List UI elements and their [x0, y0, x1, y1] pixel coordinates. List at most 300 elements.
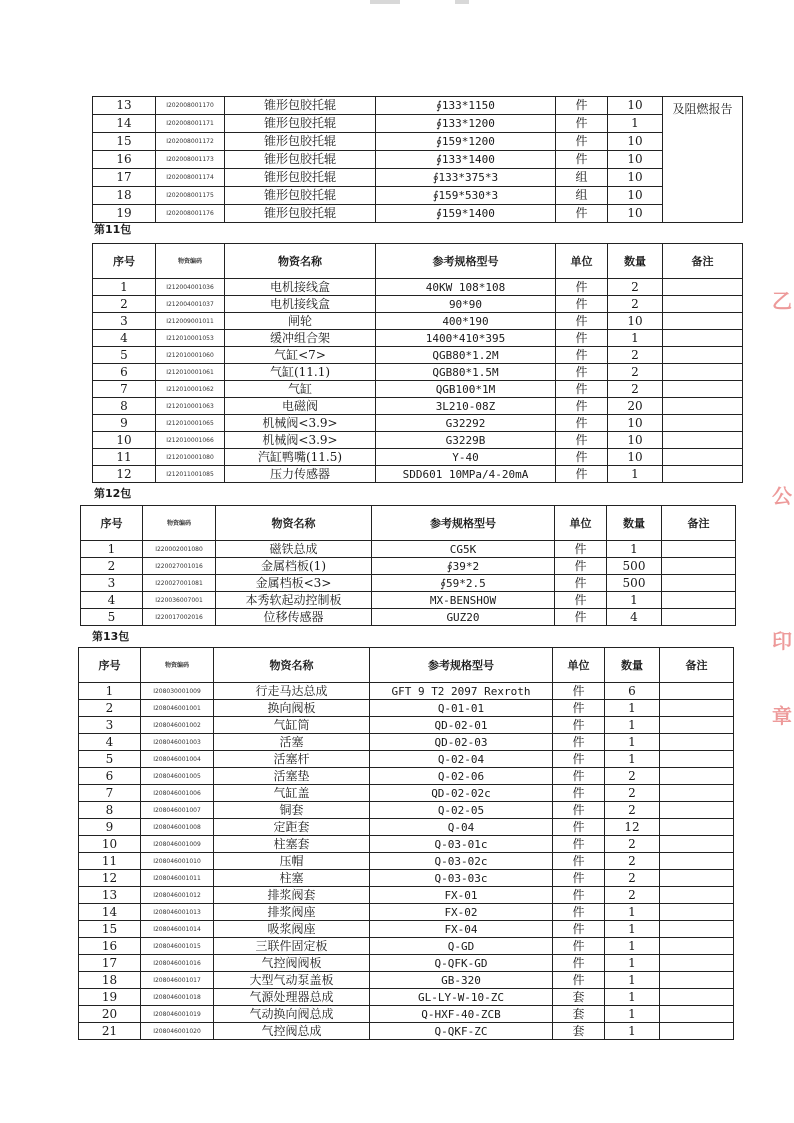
row-code: I208046001015 — [141, 938, 214, 955]
row-remark — [660, 989, 734, 1006]
row-spec: Q-01-01 — [370, 700, 553, 717]
row-unit: 件 — [556, 279, 608, 296]
row-qty: 1 — [605, 904, 660, 921]
row-name: 锥形包胶托辊 — [225, 133, 376, 151]
seal-fragment: 公 — [772, 484, 792, 508]
row-unit: 件 — [556, 432, 608, 449]
row-qty: 2 — [608, 279, 663, 296]
row-spec: ∮39*2 — [372, 558, 555, 575]
row-qty: 10 — [608, 415, 663, 432]
row-qty: 10 — [608, 169, 663, 187]
row-remark — [663, 398, 743, 415]
row-no: 5 — [93, 347, 156, 364]
row-spec: 3L210-08Z — [376, 398, 556, 415]
row-spec: ∮159*530*3 — [376, 187, 556, 205]
row-code: I208046001006 — [141, 785, 214, 802]
row-no: 10 — [93, 432, 156, 449]
row-spec: G3229B — [376, 432, 556, 449]
row-remark — [662, 609, 736, 626]
row-no: 20 — [79, 1006, 141, 1023]
row-unit: 件 — [556, 205, 608, 223]
row-code: I208046001004 — [141, 751, 214, 768]
header-unit: 单位 — [553, 648, 605, 683]
table-row — [93, 133, 743, 151]
row-no: 11 — [93, 449, 156, 466]
row-spec: ∮59*2.5 — [372, 575, 555, 592]
row-remark — [660, 887, 734, 904]
row-name: 气控阀总成 — [214, 1023, 370, 1040]
header-code: 物资编码 — [143, 506, 216, 541]
header-name: 物资名称 — [214, 648, 370, 683]
row-unit: 件 — [556, 313, 608, 330]
row-name: 压力传感器 — [225, 466, 376, 483]
row-unit: 件 — [555, 609, 607, 626]
row-code: I212010001053 — [156, 330, 225, 347]
row-name: 压帽 — [214, 853, 370, 870]
row-no: 11 — [79, 853, 141, 870]
table-row — [81, 575, 736, 592]
row-qty: 10 — [608, 187, 663, 205]
row-name: 气源处理器总成 — [214, 989, 370, 1006]
row-unit: 件 — [553, 853, 605, 870]
row-remark — [663, 381, 743, 398]
row-code: I212010001065 — [156, 415, 225, 432]
row-spec: GUZ20 — [372, 609, 555, 626]
row-no: 7 — [93, 381, 156, 398]
row-name: 机械阀<3.9> — [225, 415, 376, 432]
row-no: 18 — [93, 187, 156, 205]
row-no: 16 — [93, 151, 156, 169]
row-name: 气缸(11.1) — [225, 364, 376, 381]
row-spec: QGB80*1.5M — [376, 364, 556, 381]
header-name: 物资名称 — [216, 506, 372, 541]
row-spec: ∮133*1400 — [376, 151, 556, 169]
table-row — [79, 734, 734, 751]
row-spec: ∮133*375*3 — [376, 169, 556, 187]
row-no: 19 — [79, 989, 141, 1006]
row-code: I220027001016 — [143, 558, 216, 575]
row-name: 缓冲组合架 — [225, 330, 376, 347]
row-code: I208046001008 — [141, 819, 214, 836]
row-name: 金属档板(1) — [216, 558, 372, 575]
row-code: I208046001002 — [141, 717, 214, 734]
row-qty: 2 — [605, 802, 660, 819]
row-name: 吸浆阀座 — [214, 921, 370, 938]
row-unit: 件 — [556, 364, 608, 381]
row-remark — [663, 364, 743, 381]
row-remark — [660, 683, 734, 700]
row-no: 14 — [93, 115, 156, 133]
row-qty: 1 — [605, 1006, 660, 1023]
row-code: I212010001061 — [156, 364, 225, 381]
table-row — [93, 115, 743, 133]
table-row — [79, 870, 734, 887]
row-spec: Y-40 — [376, 449, 556, 466]
row-code: I208046001010 — [141, 853, 214, 870]
package-13-label: 第13包 — [92, 630, 130, 643]
table-row — [93, 466, 743, 483]
header-no: 序号 — [81, 506, 143, 541]
table-row — [79, 717, 734, 734]
row-code: I208046001020 — [141, 1023, 214, 1040]
row-qty: 1 — [605, 989, 660, 1006]
row-code: I208046001016 — [141, 955, 214, 972]
row-unit: 件 — [556, 296, 608, 313]
row-unit: 件 — [555, 558, 607, 575]
row-qty: 1 — [605, 921, 660, 938]
row-remark — [660, 751, 734, 768]
header-remark: 备注 — [662, 506, 736, 541]
table-row — [79, 768, 734, 785]
header-no: 序号 — [79, 648, 141, 683]
row-qty: 1 — [605, 938, 660, 955]
table-row — [79, 938, 734, 955]
table-row — [81, 592, 736, 609]
row-name: 汽缸鸭嘴(11.5) — [225, 449, 376, 466]
row-unit: 件 — [553, 955, 605, 972]
row-no: 4 — [93, 330, 156, 347]
row-no: 19 — [93, 205, 156, 223]
row-code: I202008001174 — [156, 169, 225, 187]
table-header-row — [93, 244, 743, 279]
row-unit: 件 — [556, 398, 608, 415]
row-no: 2 — [79, 700, 141, 717]
row-spec: FX-04 — [370, 921, 553, 938]
row-code: I220002001080 — [143, 541, 216, 558]
row-qty: 20 — [608, 398, 663, 415]
row-name: 电机接线盒 — [225, 296, 376, 313]
row-spec: GFT 9 T2 2097 Rexroth — [370, 683, 553, 700]
row-spec: Q-03-03c — [370, 870, 553, 887]
row-remark — [663, 466, 743, 483]
row-unit: 件 — [553, 887, 605, 904]
package-13-table — [78, 647, 734, 1040]
header-remark: 备注 — [663, 244, 743, 279]
row-unit: 件 — [553, 768, 605, 785]
row-no: 8 — [79, 802, 141, 819]
row-code: I220027001081 — [143, 575, 216, 592]
row-qty: 10 — [608, 449, 663, 466]
row-remark — [660, 700, 734, 717]
table-row — [93, 449, 743, 466]
package-12-label: 第12包 — [94, 487, 132, 500]
row-remark — [660, 768, 734, 785]
row-no: 16 — [79, 938, 141, 955]
row-unit: 组 — [556, 187, 608, 205]
row-unit: 件 — [553, 938, 605, 955]
row-no: 17 — [79, 955, 141, 972]
row-name: 三联件固定板 — [214, 938, 370, 955]
row-unit: 件 — [556, 347, 608, 364]
row-unit: 件 — [556, 133, 608, 151]
row-spec: ∮159*1200 — [376, 133, 556, 151]
row-code: I212010001066 — [156, 432, 225, 449]
row-remark — [660, 972, 734, 989]
table-row — [93, 296, 743, 313]
row-spec: Q-QKF-ZC — [370, 1023, 553, 1040]
row-remark — [662, 592, 736, 609]
header-qty: 数量 — [605, 648, 660, 683]
row-qty: 2 — [605, 768, 660, 785]
table-row — [93, 415, 743, 432]
row-spec: Q-02-06 — [370, 768, 553, 785]
table-row — [79, 955, 734, 972]
row-remark — [660, 819, 734, 836]
table-row — [79, 972, 734, 989]
row-unit: 件 — [556, 97, 608, 115]
row-name: 柱塞 — [214, 870, 370, 887]
row-code: I220036007001 — [143, 592, 216, 609]
row-code: I212010001060 — [156, 347, 225, 364]
row-code: I220017002016 — [143, 609, 216, 626]
row-qty: 1 — [608, 115, 663, 133]
row-unit: 件 — [556, 381, 608, 398]
row-name: 排浆阀套 — [214, 887, 370, 904]
row-name: 锥形包胶托辊 — [225, 187, 376, 205]
package-11-table — [92, 243, 743, 483]
table-row — [93, 169, 743, 187]
row-code: I208046001005 — [141, 768, 214, 785]
row-code: I202008001170 — [156, 97, 225, 115]
row-qty: 1 — [608, 330, 663, 347]
row-name: 行走马达总成 — [214, 683, 370, 700]
row-remark — [662, 541, 736, 558]
row-name: 定距套 — [214, 819, 370, 836]
row-name: 气缸盖 — [214, 785, 370, 802]
row-unit: 组 — [556, 169, 608, 187]
row-name: 排浆阀座 — [214, 904, 370, 921]
row-name: 电磁阀 — [225, 398, 376, 415]
row-qty: 10 — [608, 205, 663, 223]
row-unit: 件 — [553, 819, 605, 836]
row-qty: 4 — [607, 609, 662, 626]
table-row — [93, 313, 743, 330]
row-qty: 500 — [607, 558, 662, 575]
row-spec: CG5K — [372, 541, 555, 558]
table-row — [93, 205, 743, 223]
row-no: 1 — [93, 279, 156, 296]
table-row — [79, 785, 734, 802]
row-spec: GB-320 — [370, 972, 553, 989]
row-spec: QD-02-02c — [370, 785, 553, 802]
row-name: 本秀软起动控制板 — [216, 592, 372, 609]
row-remark — [663, 279, 743, 296]
row-remark — [660, 921, 734, 938]
row-qty: 1 — [607, 541, 662, 558]
row-unit: 件 — [553, 972, 605, 989]
row-name: 气缸<7> — [225, 347, 376, 364]
row-spec: Q-03-02c — [370, 853, 553, 870]
table-row — [93, 279, 743, 296]
scan-mark — [370, 0, 400, 4]
row-unit: 件 — [556, 151, 608, 169]
row-unit: 件 — [553, 683, 605, 700]
row-remark — [660, 836, 734, 853]
row-spec: QGB80*1.2M — [376, 347, 556, 364]
row-name: 活塞杆 — [214, 751, 370, 768]
row-spec: Q-03-01c — [370, 836, 553, 853]
row-unit: 件 — [556, 330, 608, 347]
row-code: I202008001171 — [156, 115, 225, 133]
row-code: I208046001018 — [141, 989, 214, 1006]
row-no: 15 — [79, 921, 141, 938]
row-name: 闸轮 — [225, 313, 376, 330]
seal-fragment: 章 — [772, 704, 792, 728]
table-row — [79, 751, 734, 768]
row-spec: Q-HXF-40-ZCB — [370, 1006, 553, 1023]
table-row — [79, 904, 734, 921]
row-no: 12 — [93, 466, 156, 483]
row-remark — [660, 938, 734, 955]
table-row — [93, 432, 743, 449]
row-remark — [663, 296, 743, 313]
row-qty: 2 — [608, 296, 663, 313]
row-remark — [660, 1006, 734, 1023]
seal-fragment: 乙 — [772, 289, 792, 313]
row-spec: 1400*410*395 — [376, 330, 556, 347]
table-row — [93, 347, 743, 364]
row-qty: 10 — [608, 151, 663, 169]
row-code: I202008001173 — [156, 151, 225, 169]
row-unit: 件 — [555, 592, 607, 609]
row-spec: FX-01 — [370, 887, 553, 904]
row-qty: 2 — [605, 887, 660, 904]
row-remark — [663, 432, 743, 449]
row-remark: 及阻燃报告 — [663, 97, 743, 223]
row-unit: 套 — [553, 989, 605, 1006]
table-row — [81, 541, 736, 558]
top-continuation-table — [92, 96, 743, 223]
row-qty: 10 — [608, 313, 663, 330]
row-qty: 2 — [605, 870, 660, 887]
row-qty: 1 — [608, 466, 663, 483]
row-unit: 件 — [556, 115, 608, 133]
row-no: 9 — [79, 819, 141, 836]
row-no: 9 — [93, 415, 156, 432]
row-qty: 1 — [605, 734, 660, 751]
table-row — [79, 819, 734, 836]
row-code: I202008001175 — [156, 187, 225, 205]
row-name: 活塞垫 — [214, 768, 370, 785]
row-no: 4 — [79, 734, 141, 751]
row-code: I212010001062 — [156, 381, 225, 398]
row-no: 8 — [93, 398, 156, 415]
row-qty: 1 — [607, 592, 662, 609]
row-code: I202008001172 — [156, 133, 225, 151]
table-header-row — [79, 648, 734, 683]
header-code: 物资编码 — [141, 648, 214, 683]
row-remark — [660, 734, 734, 751]
table-row — [93, 381, 743, 398]
row-spec: Q-QFK-GD — [370, 955, 553, 972]
row-code: I208046001014 — [141, 921, 214, 938]
row-qty: 6 — [605, 683, 660, 700]
header-remark: 备注 — [660, 648, 734, 683]
row-no: 6 — [93, 364, 156, 381]
seal-fragment: 印 — [772, 629, 792, 653]
row-unit: 件 — [553, 802, 605, 819]
table-row — [79, 921, 734, 938]
row-unit: 件 — [553, 717, 605, 734]
row-qty: 500 — [607, 575, 662, 592]
table-row — [81, 609, 736, 626]
row-name: 锥形包胶托辊 — [225, 205, 376, 223]
table-row — [79, 887, 734, 904]
row-spec: QD-02-01 — [370, 717, 553, 734]
row-remark — [660, 802, 734, 819]
row-qty: 2 — [605, 853, 660, 870]
row-name: 铜套 — [214, 802, 370, 819]
row-name: 锥形包胶托辊 — [225, 169, 376, 187]
row-no: 12 — [79, 870, 141, 887]
row-code: I212004001037 — [156, 296, 225, 313]
table-row — [79, 1006, 734, 1023]
row-no: 7 — [79, 785, 141, 802]
row-code: I208030001009 — [141, 683, 214, 700]
row-name: 气缸 — [225, 381, 376, 398]
table-row — [93, 97, 743, 115]
row-spec: QD-02-03 — [370, 734, 553, 751]
header-qty: 数量 — [608, 244, 663, 279]
row-spec: Q-04 — [370, 819, 553, 836]
table-row — [93, 151, 743, 169]
row-name: 金属档板<3> — [216, 575, 372, 592]
row-remark — [662, 575, 736, 592]
row-qty: 2 — [605, 785, 660, 802]
row-qty: 2 — [605, 836, 660, 853]
row-name: 大型气动泵盖板 — [214, 972, 370, 989]
row-qty: 2 — [608, 381, 663, 398]
row-unit: 件 — [555, 541, 607, 558]
table-header-row — [81, 506, 736, 541]
row-code: I208046001017 — [141, 972, 214, 989]
row-code: I202008001176 — [156, 205, 225, 223]
row-name: 位移传感器 — [216, 609, 372, 626]
row-name: 锥形包胶托辊 — [225, 151, 376, 169]
header-spec: 参考规格型号 — [372, 506, 555, 541]
row-code: I212010001063 — [156, 398, 225, 415]
package-11-label: 第11包 — [94, 223, 132, 236]
header-no: 序号 — [93, 244, 156, 279]
row-unit: 件 — [556, 415, 608, 432]
row-no: 5 — [79, 751, 141, 768]
row-code: I208046001003 — [141, 734, 214, 751]
row-unit: 套 — [553, 1023, 605, 1040]
row-name: 换向阀板 — [214, 700, 370, 717]
row-spec: MX-BENSHOW — [372, 592, 555, 609]
row-code: I212004001036 — [156, 279, 225, 296]
row-no: 4 — [81, 592, 143, 609]
row-spec: ∮159*1400 — [376, 205, 556, 223]
row-code: I212009001011 — [156, 313, 225, 330]
row-remark — [662, 558, 736, 575]
header-unit: 单位 — [555, 506, 607, 541]
row-spec: 90*90 — [376, 296, 556, 313]
header-spec: 参考规格型号 — [370, 648, 553, 683]
package-12-table — [80, 505, 736, 626]
row-unit: 件 — [553, 904, 605, 921]
row-no: 13 — [93, 97, 156, 115]
row-remark — [660, 785, 734, 802]
row-code: I208046001007 — [141, 802, 214, 819]
table-row — [79, 989, 734, 1006]
row-qty: 12 — [605, 819, 660, 836]
row-qty: 1 — [605, 1023, 660, 1040]
row-name: 柱塞套 — [214, 836, 370, 853]
row-name: 机械阀<3.9> — [225, 432, 376, 449]
row-no: 3 — [81, 575, 143, 592]
row-remark — [663, 449, 743, 466]
